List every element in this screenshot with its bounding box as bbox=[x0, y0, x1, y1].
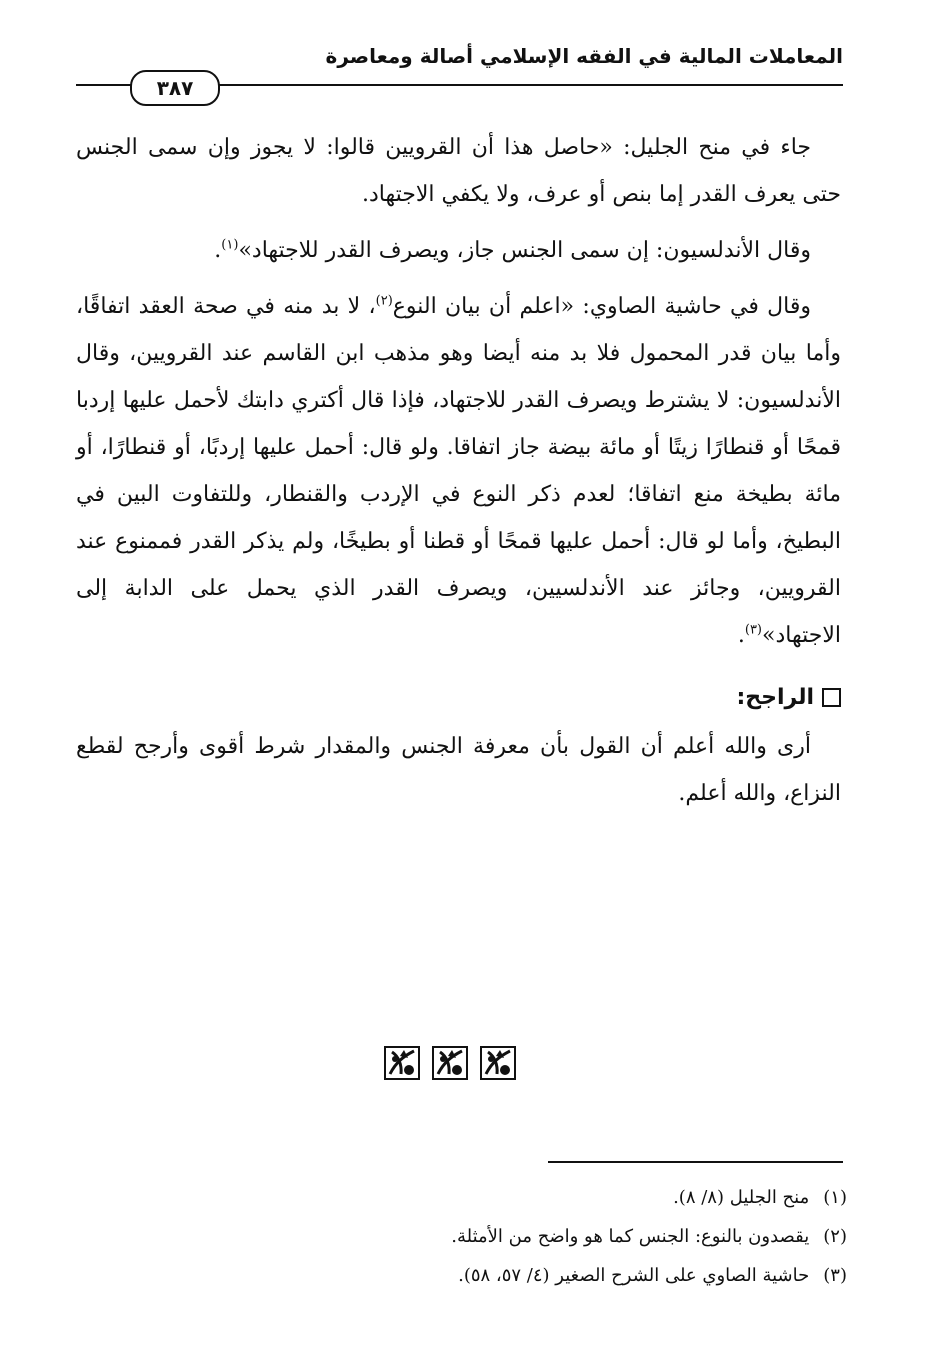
section-heading-text: الراجح: bbox=[736, 684, 814, 710]
footnote-2 bbox=[76, 1217, 847, 1256]
footnote-ref-1[interactable]: (١) bbox=[221, 237, 239, 253]
footnote-1 bbox=[76, 1178, 847, 1217]
footnote-text: حاشية الصاوي على الشرح الصغير (٤/ ٥٧، ٥٨). bbox=[458, 1265, 810, 1286]
page-number: ٣٨٧ bbox=[130, 70, 220, 106]
body-text bbox=[76, 124, 841, 826]
footnote-ref-2[interactable]: (٢) bbox=[375, 293, 393, 309]
paragraph-3-text-b: ، لا بد منه في صحة العقد اتفاقًا، وأما بيان قدر المحمول فلا بد منه أيضا وهو مذهب ابن القاسم عند القرويين، وقال الأندلسيون: لا يشترط ويصرف القدر للاجتهاد، فإذا قال أكتري دابتك لأحمل عليها إردبا قمحًا أو قنطارًا زيتًا أو مائة بيضة جاز اتفاقا. ولو قال: أحمل عليها إردبًا، أو قنطارًا، أو مائة بطيخة منع اتفاقا؛ لعدم ذكر النوع في الإردب والقنطار، وللتفاوت البين في البطيخ، وأما لو قال: أحمل عليها قمحًا أو قطنا أو بطيخًا، ولم يذكر القدر فممنوع عند القرويين، وجائز عند الأندلسيين، ويصرف القدر الذي يحمل على الدابة إلى الاجتهاد» bbox=[76, 294, 841, 648]
running-title: المعاملات المالية في الفقه الإسلامي أصالة ومعاصرة bbox=[325, 44, 843, 68]
paragraph-3-end: . bbox=[737, 623, 745, 648]
paragraph-2-end: . bbox=[214, 238, 222, 263]
footnotes bbox=[76, 1178, 847, 1295]
paragraph-2-text: وقال الأندلسيون: إن سمى الجنس جاز، ويصرف القدر للاجتهاد» bbox=[238, 238, 811, 263]
paragraph-3 bbox=[76, 283, 841, 659]
footnote-number: (٣) bbox=[823, 1265, 847, 1286]
floral-ornament-icon bbox=[384, 1046, 420, 1080]
footnote-number: (٢) bbox=[823, 1226, 847, 1247]
footnote-3 bbox=[76, 1256, 847, 1295]
paragraph-2 bbox=[76, 227, 841, 274]
floral-ornament-icon bbox=[432, 1046, 468, 1080]
footnote-text: يقصدون بالنوع: الجنس كما هو واضح من الأمثلة. bbox=[451, 1226, 810, 1247]
section-heading bbox=[76, 677, 841, 717]
floral-ornament-icon bbox=[480, 1046, 516, 1080]
paragraph-4: أرى والله أعلم أن القول بأن معرفة الجنس والمقدار شرط أقوى وأرجح لقطع النزاع، والله أعلم. bbox=[76, 734, 841, 806]
paragraph-1: جاء في منح الجليل: «حاصل هذا أن القرويين قالوا: لا يجوز وإن سمى الجنس حتى يعرف القدر إما بنص أو عرف، ولا يكفي الاجتهاد. bbox=[76, 135, 841, 207]
footnote-text: منح الجليل (٨/ ٨). bbox=[673, 1187, 810, 1208]
checkbox-bullet-icon bbox=[822, 688, 841, 707]
footnote-number: (١) bbox=[823, 1187, 847, 1208]
footnote-ref-3[interactable]: (٣) bbox=[744, 622, 762, 638]
paragraph-3-text-a: وقال في حاشية الصاوي: «اعلم أن بيان النوع bbox=[392, 294, 811, 319]
footnote-rule bbox=[548, 1161, 843, 1163]
floral-ornament bbox=[384, 1046, 516, 1080]
